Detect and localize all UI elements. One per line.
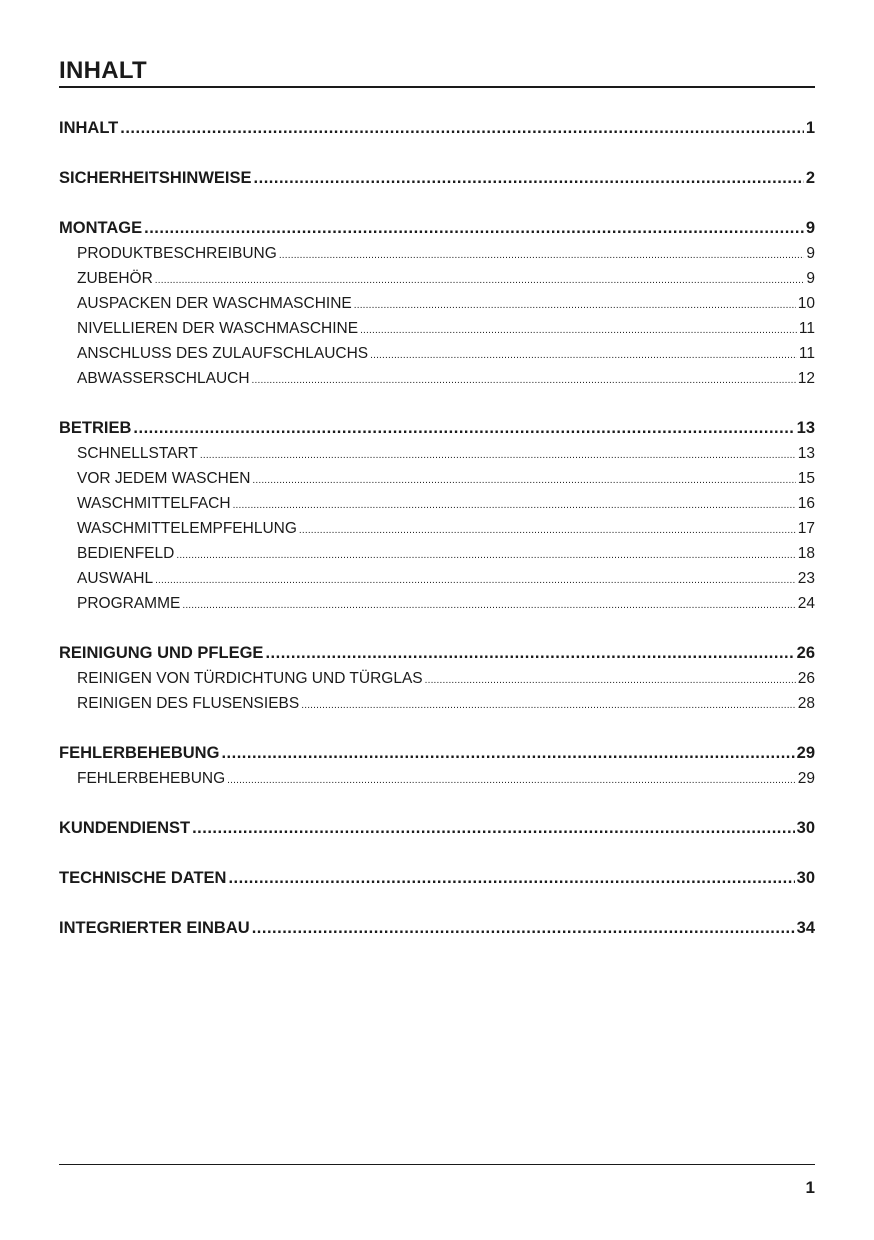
toc-entry-sub[interactable] <box>59 516 815 541</box>
dot-leader <box>354 291 796 318</box>
toc-section <box>59 166 815 191</box>
toc-entry-page: 30 <box>796 819 815 837</box>
toc-entry-sub[interactable] <box>59 591 815 616</box>
toc-subentry-page: 18 <box>797 545 815 562</box>
dot-leader <box>120 116 804 141</box>
toc-subentry-page: 29 <box>797 770 815 787</box>
toc-entry-page: 29 <box>796 744 815 762</box>
footer-divider <box>59 1164 815 1165</box>
toc-subentry-title: ZUBEHÖR <box>77 270 153 287</box>
toc-entry-sub[interactable] <box>59 266 815 291</box>
toc-subentry-title: VOR JEDEM WASCHEN <box>77 470 251 487</box>
toc-entry-page: 13 <box>796 419 815 437</box>
toc-section <box>59 641 815 716</box>
dot-leader <box>155 266 805 293</box>
toc-section <box>59 816 815 841</box>
toc-subentry-page: 12 <box>797 370 815 387</box>
dot-leader <box>279 241 805 268</box>
dot-leader <box>233 491 796 518</box>
toc-subentry-page: 24 <box>797 595 815 612</box>
toc-entry-main[interactable] <box>59 866 815 891</box>
toc-subentry-page: 11 <box>798 320 815 337</box>
toc-section <box>59 741 815 791</box>
dot-leader <box>265 641 794 666</box>
toc-entry-sub[interactable] <box>59 666 815 691</box>
toc-entry-sub[interactable] <box>59 441 815 466</box>
toc-subentry-title: WASCHMITTELFACH <box>77 495 231 512</box>
toc-entry-main[interactable] <box>59 116 815 141</box>
toc-subentry-title: ABWASSERSCHLAUCH <box>77 370 250 387</box>
toc-section <box>59 216 815 391</box>
toc-entry-sub[interactable] <box>59 291 815 316</box>
toc-entry-sub[interactable] <box>59 241 815 266</box>
toc-entry-sub[interactable] <box>59 466 815 491</box>
toc-subentry-page: 26 <box>797 670 815 687</box>
toc-subentry-title: AUSPACKEN DER WASCHMASCHINE <box>77 295 352 312</box>
dot-leader <box>192 816 795 841</box>
dot-leader <box>182 591 795 618</box>
table-of-contents <box>59 116 815 966</box>
toc-section <box>59 416 815 616</box>
toc-subentry-page: 9 <box>806 245 815 262</box>
dot-leader <box>144 216 804 241</box>
toc-entry-sub[interactable] <box>59 691 815 716</box>
dot-leader <box>252 916 795 941</box>
toc-subentry-title: FEHLERBEHEBUNG <box>77 770 226 787</box>
toc-section <box>59 866 815 891</box>
toc-entry-page: 34 <box>796 919 815 937</box>
title-divider <box>59 86 815 88</box>
toc-entry-title: INTEGRIERTER EINBAU <box>59 919 250 937</box>
toc-entry-main[interactable] <box>59 816 815 841</box>
toc-subentry-title: NIVELLIEREN DER WASCHMASCHINE <box>77 320 359 337</box>
toc-subentry-title: AUSWAHL <box>77 570 154 587</box>
toc-subentry-title: PROGRAMME <box>77 595 181 612</box>
toc-entry-title: INHALT <box>59 119 119 137</box>
toc-entry-page: 30 <box>796 869 815 887</box>
toc-subentry-page: 13 <box>797 445 815 462</box>
toc-entry-sub[interactable] <box>59 341 815 366</box>
page-number: 1 <box>805 1178 815 1197</box>
toc-subentry-title: WASCHMITTELEMPFEHLUNG <box>77 520 297 537</box>
toc-entry-title: BETRIEB <box>59 419 132 437</box>
dot-leader <box>200 441 796 468</box>
toc-subentry-title: REINIGEN VON TÜRDICHTUNG UND TÜRGLAS <box>77 670 423 687</box>
toc-entry-main[interactable] <box>59 416 815 441</box>
dot-leader <box>360 316 797 343</box>
toc-entry-title: SICHERHEITSHINWEISE <box>59 169 252 187</box>
dot-leader <box>252 466 795 493</box>
dot-leader <box>252 366 796 393</box>
dot-leader <box>370 341 797 368</box>
toc-entry-page: 2 <box>805 169 815 187</box>
toc-entry-page: 1 <box>805 119 815 137</box>
dot-leader <box>301 691 796 718</box>
dot-leader <box>155 566 796 593</box>
toc-subentry-title: ANSCHLUSS DES ZULAUFSCHLAUCHS <box>77 345 369 362</box>
dot-leader <box>299 516 796 543</box>
toc-subentry-page: 16 <box>797 495 815 512</box>
toc-entry-main[interactable] <box>59 641 815 666</box>
toc-entry-main[interactable] <box>59 216 815 241</box>
toc-entry-title: TECHNISCHE DATEN <box>59 869 227 887</box>
toc-entry-main[interactable] <box>59 916 815 941</box>
dot-leader <box>133 416 794 441</box>
toc-subentry-title: BEDIENFELD <box>77 545 175 562</box>
toc-entry-sub[interactable] <box>59 766 815 791</box>
page-title: INHALT <box>59 57 148 84</box>
toc-subentry-title: REINIGEN DES FLUSENSIEBS <box>77 695 300 712</box>
toc-entry-sub[interactable] <box>59 566 815 591</box>
toc-subentry-title: PRODUKTBESCHREIBUNG <box>77 245 277 262</box>
toc-entry-title: KUNDENDIENST <box>59 819 191 837</box>
toc-entry-sub[interactable] <box>59 316 815 341</box>
dot-leader <box>254 166 804 191</box>
toc-entry-sub[interactable] <box>59 491 815 516</box>
dot-leader <box>176 541 795 568</box>
toc-subentry-page: 9 <box>806 270 815 287</box>
dot-leader <box>221 741 794 766</box>
toc-section <box>59 916 815 941</box>
toc-entry-page: 9 <box>805 219 815 237</box>
toc-entry-page: 26 <box>796 644 815 662</box>
toc-section <box>59 116 815 141</box>
toc-entry-title: FEHLERBEHEBUNG <box>59 744 220 762</box>
toc-subentry-title: SCHNELLSTART <box>77 445 198 462</box>
toc-subentry-page: 11 <box>798 345 815 362</box>
toc-entry-title: MONTAGE <box>59 219 143 237</box>
dot-leader <box>228 866 794 891</box>
toc-entry-sub[interactable] <box>59 366 815 391</box>
toc-subentry-page: 10 <box>797 295 815 312</box>
toc-subentry-page: 23 <box>797 570 815 587</box>
toc-entry-main[interactable] <box>59 741 815 766</box>
toc-entry-sub[interactable] <box>59 541 815 566</box>
toc-entry-title: REINIGUNG UND PFLEGE <box>59 644 264 662</box>
toc-subentry-page: 15 <box>797 470 815 487</box>
toc-subentry-page: 28 <box>797 695 815 712</box>
toc-subentry-page: 17 <box>797 520 815 537</box>
toc-entry-main[interactable] <box>59 166 815 191</box>
dot-leader <box>425 666 796 693</box>
dot-leader <box>227 766 796 793</box>
